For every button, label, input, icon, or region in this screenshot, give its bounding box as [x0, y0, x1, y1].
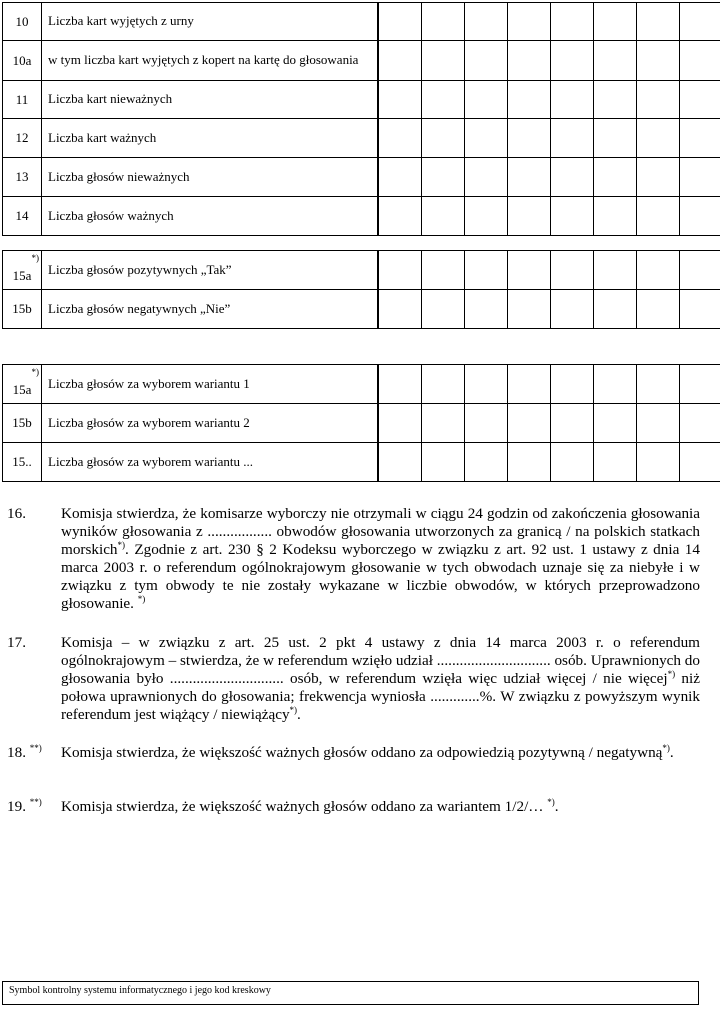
digit-box[interactable] — [680, 404, 720, 443]
row-label: Liczba kart ważnych — [42, 119, 378, 158]
digit-box[interactable] — [551, 158, 594, 197]
row-number: 15b — [3, 404, 42, 443]
digit-box[interactable] — [680, 41, 720, 81]
digit-box[interactable] — [680, 119, 720, 158]
table-row — [3, 404, 720, 443]
table-row — [3, 443, 720, 482]
digit-box[interactable] — [465, 119, 508, 158]
digit-box[interactable] — [379, 251, 422, 290]
digit-box[interactable] — [637, 158, 680, 197]
footnote-marker: *) — [31, 367, 39, 377]
digit-box[interactable] — [680, 365, 720, 404]
row-number: 12 — [3, 119, 42, 158]
digit-box[interactable] — [508, 251, 551, 290]
digit-box[interactable] — [508, 365, 551, 404]
digit-box[interactable] — [465, 81, 508, 119]
row-number: 10 — [3, 3, 42, 41]
digit-box[interactable] — [508, 443, 551, 482]
section-text: Komisja stwierdza, że większość ważnych głosów oddano za wariantem 1/2/… *). — [61, 796, 559, 815]
digit-box[interactable] — [680, 81, 720, 119]
section-number: 19. **) — [7, 796, 42, 815]
digit-box[interactable] — [551, 290, 594, 329]
digit-box[interactable] — [465, 290, 508, 329]
row-number: 15a — [12, 382, 32, 397]
digit-box[interactable] — [508, 81, 551, 119]
row-label: Liczba głosów za wyborem wariantu 1 — [42, 365, 378, 404]
section-18 — [7, 744, 700, 762]
section-number: 16. — [7, 505, 26, 522]
section-text: Komisja stwierdza, że większość ważnych głosów oddano za odpowiedzią pozytywną / negatywną*). — [61, 742, 674, 761]
digit-box[interactable] — [594, 158, 637, 197]
digit-box[interactable] — [508, 158, 551, 197]
table-row — [3, 119, 720, 158]
digit-box[interactable] — [551, 197, 594, 236]
digit-box[interactable] — [637, 81, 680, 119]
digit-box[interactable] — [422, 251, 465, 290]
digit-box[interactable] — [551, 3, 594, 41]
digit-box[interactable] — [508, 197, 551, 236]
digit-box[interactable] — [637, 443, 680, 482]
digit-box[interactable] — [465, 251, 508, 290]
digit-box[interactable] — [465, 365, 508, 404]
digit-box[interactable] — [680, 197, 720, 236]
table-counts-variants — [2, 364, 720, 482]
digit-box[interactable] — [637, 41, 680, 81]
digit-box[interactable] — [379, 119, 422, 158]
row-number: 13 — [3, 158, 42, 197]
digit-box[interactable] — [594, 119, 637, 158]
digit-box[interactable] — [422, 119, 465, 158]
section-text: Komisja – w związku z art. 25 ust. 2 pkt 4 ustawy z dnia 14 marca 2003 r. o referendum ogólnokrajowym – stwierdza, że w referendum wzięło udział .............................. osób. Uprawnionych do głosowania było .............................. osób, w referendum wzięła więc udział więcej / nie więcej*) niż połowa uprawnionych do głosowania; frekwencja wyniosła .............%. W związku z powyższym wynik referendum jest wiążący / niewiążący*). — [61, 634, 700, 723]
row-label: Liczba głosów nieważnych — [42, 158, 378, 197]
digit-box[interactable] — [551, 41, 594, 81]
digit-box[interactable] — [379, 197, 422, 236]
digit-box[interactable] — [637, 3, 680, 41]
digit-box[interactable] — [594, 251, 637, 290]
digit-box[interactable] — [422, 404, 465, 443]
row-number: 15b — [3, 290, 42, 329]
section-16 — [7, 505, 700, 613]
digit-box[interactable] — [465, 158, 508, 197]
control-symbol-box — [2, 981, 699, 1005]
table-counts-yes-no — [2, 250, 720, 329]
digit-box[interactable] — [637, 197, 680, 236]
table-row — [3, 81, 720, 119]
digit-box[interactable] — [594, 365, 637, 404]
digit-box[interactable] — [508, 404, 551, 443]
digit-box[interactable] — [637, 119, 680, 158]
row-label: Liczba głosów ważnych — [42, 197, 378, 236]
digit-box[interactable] — [594, 81, 637, 119]
table-row — [3, 251, 720, 290]
digit-box[interactable] — [422, 443, 465, 482]
digit-box[interactable] — [465, 443, 508, 482]
digit-box[interactable] — [637, 251, 680, 290]
table-counts-1 — [2, 2, 720, 236]
table-row — [3, 158, 720, 197]
digit-box[interactable] — [594, 41, 637, 81]
digit-box[interactable] — [594, 404, 637, 443]
row-label: Liczba głosów za wyborem wariantu ... — [42, 443, 378, 482]
digit-box[interactable] — [465, 404, 508, 443]
digit-box[interactable] — [379, 3, 422, 41]
section-19 — [7, 798, 700, 816]
digit-box[interactable] — [551, 81, 594, 119]
table-row — [3, 41, 720, 81]
section-17 — [7, 634, 700, 724]
row-number: 10a — [3, 41, 42, 81]
table-row — [3, 197, 720, 236]
digit-box[interactable] — [379, 290, 422, 329]
digit-box[interactable] — [379, 41, 422, 81]
section-text: Komisja stwierdza, że komisarze wyborczy nie otrzymali w ciągu 24 godzin od zakończenia głosowania wyników głosowania z ................. obwodów głosowania utworzonych za granicą / na polskich statkach morskich*). Zgodnie z art. 230 § 2 Kodeksu wyborczego w związku z art. 92 ust. 1 ustawy z dnia 14 marca 2003 r. o referendum ogólnokrajowym głosowanie w tych obwodach uznaje się za niebyłe i w związku z tym obwody te nie zostały wykazane w liczbie obwodów, w których przeprowadzono głosowanie. *) — [61, 505, 700, 612]
digit-box[interactable] — [422, 158, 465, 197]
row-label: Liczba kart nieważnych — [42, 81, 378, 119]
digit-box[interactable] — [551, 443, 594, 482]
digit-box[interactable] — [594, 197, 637, 236]
table-row — [3, 365, 720, 404]
digit-box[interactable] — [379, 404, 422, 443]
row-label: w tym liczba kart wyjętych z kopert na kartę do głosowania — [42, 41, 378, 81]
digit-box[interactable] — [465, 41, 508, 81]
digit-box[interactable] — [422, 81, 465, 119]
digit-box[interactable] — [465, 3, 508, 41]
table-row — [3, 3, 720, 41]
row-number: 15.. — [3, 443, 42, 482]
digit-box[interactable] — [508, 290, 551, 329]
digit-box[interactable] — [680, 290, 720, 329]
digit-box[interactable] — [680, 251, 720, 290]
digit-box[interactable] — [422, 197, 465, 236]
digit-box[interactable] — [422, 3, 465, 41]
digit-box[interactable] — [465, 197, 508, 236]
footnote-marker: *) — [31, 253, 39, 263]
digit-box[interactable] — [594, 443, 637, 482]
digit-box[interactable] — [594, 3, 637, 41]
row-label: Liczba kart wyjętych z urny — [42, 3, 378, 41]
footer-label: Symbol kontrolny systemu informatycznego i jego kod kreskowy — [9, 985, 271, 996]
digit-box[interactable] — [637, 365, 680, 404]
digit-box[interactable] — [422, 365, 465, 404]
digit-box[interactable] — [680, 443, 720, 482]
digit-box[interactable] — [551, 119, 594, 158]
digit-box[interactable] — [680, 158, 720, 197]
digit-box[interactable] — [551, 251, 594, 290]
digit-box[interactable] — [379, 443, 422, 482]
digit-box[interactable] — [422, 290, 465, 329]
digit-box[interactable] — [594, 290, 637, 329]
digit-box[interactable] — [379, 365, 422, 404]
row-label: Liczba głosów za wyborem wariantu 2 — [42, 404, 378, 443]
digit-box[interactable] — [637, 290, 680, 329]
digit-box[interactable] — [379, 158, 422, 197]
table-row — [3, 290, 720, 329]
section-number: 17. — [7, 634, 26, 651]
digit-box[interactable] — [551, 404, 594, 443]
row-number: 15a — [12, 268, 32, 283]
digit-box[interactable] — [422, 41, 465, 81]
digit-box[interactable] — [379, 81, 422, 119]
digit-box[interactable] — [508, 41, 551, 81]
digit-box[interactable] — [551, 365, 594, 404]
digit-box[interactable] — [637, 404, 680, 443]
digit-box[interactable] — [508, 119, 551, 158]
row-number: 11 — [3, 81, 42, 119]
section-number: 18. **) — [7, 742, 42, 761]
row-number: 14 — [3, 197, 42, 236]
row-label: Liczba głosów pozytywnych „Tak” — [42, 251, 378, 290]
row-label: Liczba głosów negatywnych „Nie” — [42, 290, 378, 329]
digit-box[interactable] — [680, 3, 720, 41]
digit-box[interactable] — [508, 3, 551, 41]
